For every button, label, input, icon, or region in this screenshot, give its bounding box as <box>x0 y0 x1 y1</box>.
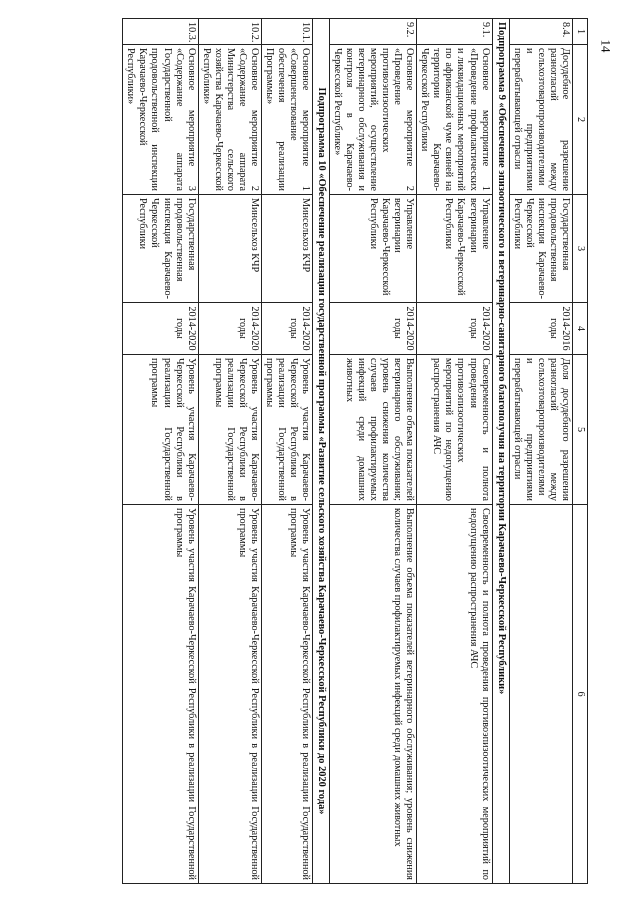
indicator: Выполнение объема показателей ветеринарного обслуживания; уровень снижения количества случаев профилактируемых инфекций среди домашних животных <box>330 505 417 884</box>
header-cell: 2 <box>572 45 587 195</box>
indicator: Уровень участия Карачаево-Черкесской Республики в реализации Государственной программы <box>123 505 198 884</box>
table-row <box>417 19 492 884</box>
measure-name: Основное мероприятие 2 «Содержание аппарата Министерства сельского хозяйства Карачаево-Черкесской Республики» <box>198 45 261 195</box>
header-cell: 1 <box>572 19 587 45</box>
row-number: 10.3. <box>123 19 198 45</box>
subprogram-title: Подпрограмма 10 «Обеспечение реализации государственной программы «Развитие сельского хозяйства Карачаево-Черкесской Республики до 2020 года» <box>312 19 329 884</box>
page-number: 14 <box>598 39 614 53</box>
row-number: 9.1. <box>417 19 492 45</box>
subprogram-row <box>312 19 329 884</box>
table-row <box>198 19 261 884</box>
indicator <box>509 505 572 884</box>
measure-name: Основное мероприятие 3 «Содержание аппарата Государственной продовольственной инспекции Карачаево-Черкесской Республики» <box>123 45 198 195</box>
table-body <box>123 19 573 884</box>
row-number: 10.1. <box>261 19 312 45</box>
header-cell: 6 <box>572 505 587 884</box>
measure-name: Основное мероприятие 1 «Проведение профилактических и ликвидационных мероприятий по африканской чуме свиней на территории Карачаево-Черкесской Республики <box>417 45 492 195</box>
subprogram-row <box>492 19 509 884</box>
expected-result: Уровень участия Карачаево-Черкесской Республики в реализации Государственной программы <box>261 355 312 505</box>
rotated-page <box>58 18 588 883</box>
executor: Государственная продовольственная инспекция Карачаево-Черкесской Республики <box>509 195 572 303</box>
executor: Государственная продовольственная инспекция Карачаево-Черкесской Республики <box>123 195 198 303</box>
table-row <box>123 19 198 884</box>
executor: Минсельхоз КЧР <box>198 195 261 303</box>
row-number: 10.2. <box>198 19 261 45</box>
expected-result: Доля досудебного разрешения разногласий между сельхозтоваропроизводителями и предприятиями перерабатывающей отрасли <box>509 355 572 505</box>
row-number: 9.2. <box>330 19 417 45</box>
header-row <box>572 19 587 884</box>
measure-name: Досудебное разрешение разногласий между сельхозтоваропроизводителями и предприятиями перерабатывающей отрасли <box>509 45 572 195</box>
years: 2014-2020 годы <box>123 303 198 355</box>
rotated-content <box>58 18 588 883</box>
header-cell: 3 <box>572 195 587 303</box>
years: 2014-2020 годы <box>417 303 492 355</box>
expected-result: Своевременность и полнота проведения противоэпизоотических мероприятий по недопущению распространения АЧС <box>417 355 492 505</box>
table-row <box>261 19 312 884</box>
table-row <box>330 19 417 884</box>
table-row <box>509 19 572 884</box>
expected-result: Уровень участия Карачаево-Черкесской Республики в реализации Государственной программы <box>198 355 261 505</box>
years: 2014-2016 годы <box>509 303 572 355</box>
indicator: Своевременность и полнота проведения противоэпизоотических мероприятий по недопущению распространения АЧС <box>417 505 492 884</box>
measures-table <box>122 18 588 884</box>
row-number: 8.4. <box>509 19 572 45</box>
executor: Минсельхоз КЧР <box>261 195 312 303</box>
measure-name: Основное мероприятие 1 «Совершенствование обеспечения реализации Программы» <box>261 45 312 195</box>
header-cell: 5 <box>572 355 587 505</box>
header-cell: 4 <box>572 303 587 355</box>
expected-result: Уровень участия Карачаево-Черкесской Республики в реализации Государственной программы <box>123 355 198 505</box>
indicator: Уровень участия Карачаево-Черкесской Республики в реализации Государственной программы <box>261 505 312 884</box>
years: 2014-2020 годы <box>261 303 312 355</box>
expected-result: Выполнение объема показателей ветеринарного обслуживания; уровень снижения количества случаев профилактируемых инфекций среди домашних животных <box>330 355 417 505</box>
executor: Управление ветеринарии Карачаево-Черкесской Республики <box>417 195 492 303</box>
subprogram-title: Подпрограмма 9 «Обеспечение эпизоотического и ветеринарно-санитарного благополучия на территории Карачаево-Черкесской Республики» <box>492 19 509 884</box>
years: 2014-2020 годы <box>330 303 417 355</box>
measure-name: Основное мероприятие 2 «Проведение противоэпизоотических мероприятий, осуществление ветеринарного обслуживания и контроля в Карачаево-Черкесской Республике» <box>330 45 417 195</box>
indicator: Уровень участия Карачаево-Черкесской Республики в реализации Государственной программы <box>198 505 261 884</box>
years: 2014-2020 годы <box>198 303 261 355</box>
executor: Управление ветеринарии Карачаево-Черкесской Республики <box>330 195 417 303</box>
